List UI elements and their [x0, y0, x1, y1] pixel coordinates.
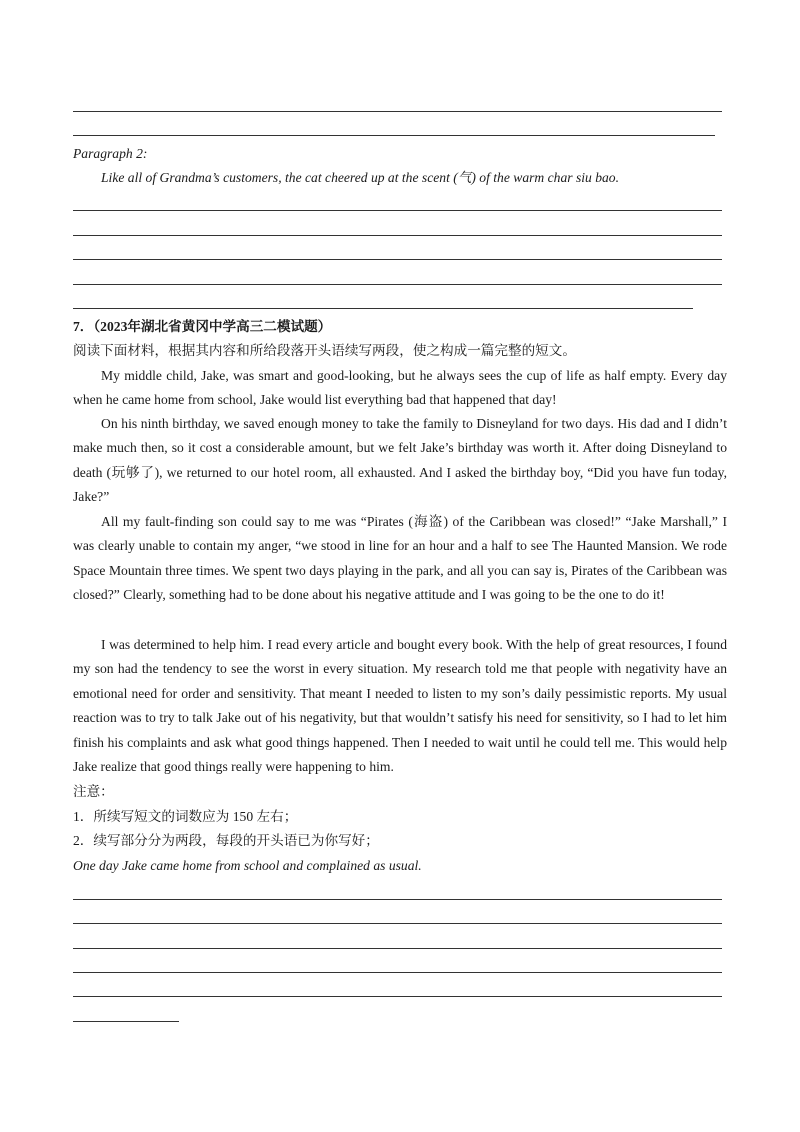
question-instruction: 阅读下面材料，根据其内容和所给段落开头语续写两段，使之构成一篇完整的短文。: [73, 343, 576, 358]
paragraph-2-heading: Paragraph 2:: [73, 146, 148, 161]
note-item: 2．续写部分分为两段，每段的开头语已为你写好；: [73, 833, 379, 848]
writing-line: [73, 135, 715, 136]
writing-line: [73, 284, 722, 285]
writing-line: [73, 923, 722, 924]
writing-line: [73, 259, 722, 260]
writing-line: [73, 899, 722, 900]
writing-line: [73, 972, 722, 973]
writing-line: [73, 308, 693, 309]
passage-paragraph: On his ninth birthday, we saved enough money to take the family to Disneyland for two days. His dad and I didn’t make much then, so it cost a considerable amount, but we felt Jake’s birthday was worth it. After doing Disneyland to death (玩够了), we returned to our hotel room, all exhausted. And I asked the birthday boy, “Did you have fun today, Jake?”: [73, 416, 727, 505]
writing-line: [73, 235, 722, 236]
writing-line: [73, 996, 722, 997]
writing-line: [73, 111, 722, 112]
writing-line: [73, 1021, 179, 1022]
opening-line: One day Jake came home from school and complained as usual.: [73, 858, 422, 873]
note-item: 1．所续写短文的词数应为 150 左右；: [73, 809, 298, 824]
passage-paragraph: I was determined to help him. I read every article and bought every book. With the help of great resources, I found my son had the tendency to see the worst in every situation. My research told me that people with negativity have an emotional need for order and sensitivity. That meant I needed to listen to my son’s daily pessimistic reports. My usual reaction was to try to talk Jake out of his negativity, but that wouldn’t satisfy his need for sensitivity, so I had to let him finish his complaints and ask what good things happened. Then I needed to wait until he could tell me. This would help Jake realize that good things really were happening to him.: [73, 637, 727, 775]
paragraph-2-prompt: Like all of Grandma’s customers, the cat cheered up at the scent (气) of the warm char siu bao.: [101, 170, 620, 185]
writing-line: [73, 948, 722, 949]
passage-paragraph: My middle child, Jake, was smart and good-looking, but he always sees the cup of life as half empty. Every day when he came home from school, Jake would list everything bad that happened that day!: [73, 368, 727, 408]
passage-paragraph: All my fault-finding son could say to me was “Pirates (海盗) of the Caribbean was closed!” “Jake Marshall,” I was clearly unable to contain my anger, “we stood in line for an hour and a half to see The Haunted Mansion. We rode Space Mountain three times. We spent two days playing in the park, and all you can say is, Pirates of the Caribbean was closed?” Clearly, something had to be done about his negative attitude and I was going to be the one to do it!: [73, 514, 727, 603]
writing-line: [73, 210, 722, 211]
notes-heading: 注意：: [73, 784, 114, 799]
question-title: 7．（2023年湖北省黄冈中学高三二模试题）: [73, 319, 332, 334]
